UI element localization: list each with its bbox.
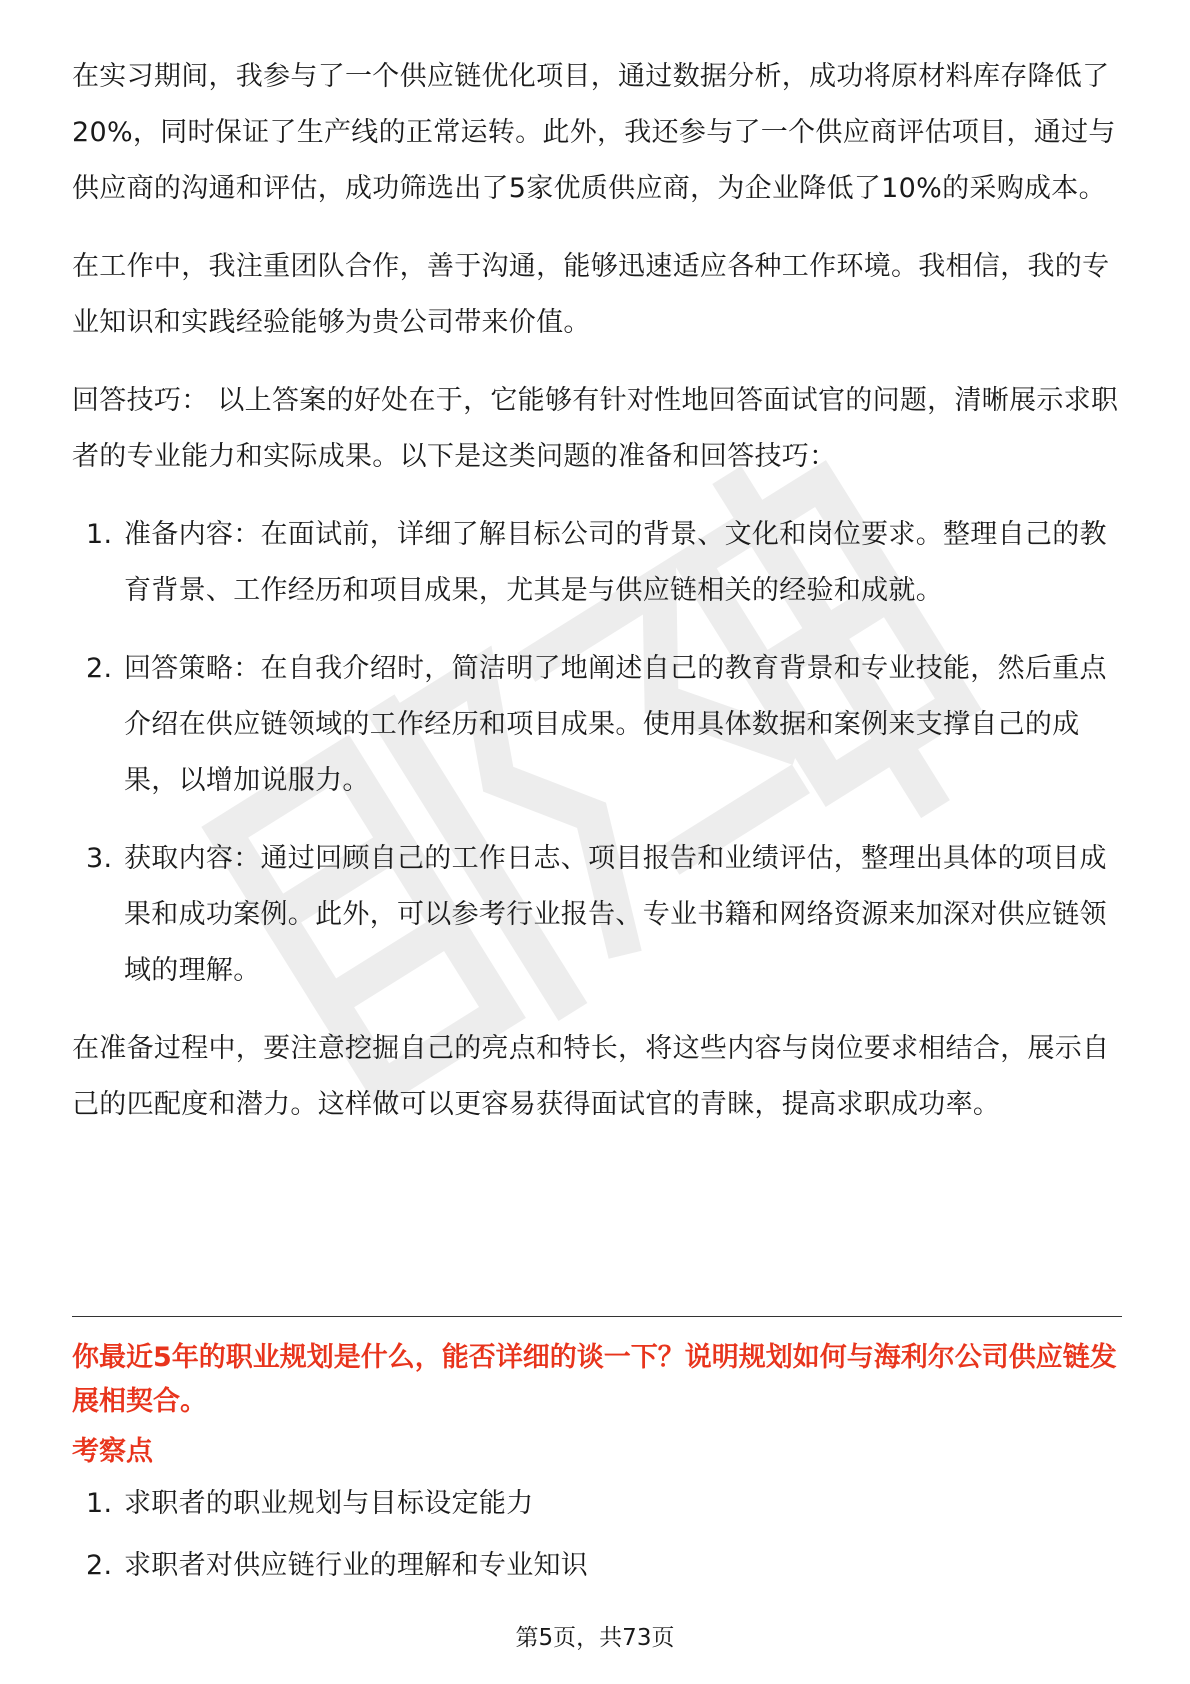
page-number-footer: 第5页，共73页 <box>515 1625 675 1651</box>
section-divider <box>72 1316 1122 1317</box>
interview-question: 你最近5年的职业规划是什么，能否详细的谈一下？说明规划如何与海利尔公司供应链发展相契合。 <box>72 1342 1117 1417</box>
list-item: 2. 求职者对供应链行业的理解和专业知识 <box>86 1550 589 1581</box>
list-item: 1. 求职者的职业规划与目标设定能力 <box>86 1488 534 1519</box>
document-body <box>72 0 1122 1133</box>
list-item-text: 获取内容：通过回顾自己的工作日志、项目报告和业绩评估，整理出具体的项目成果和成功案例。此外，可以参考行业报告、专业书籍和网络资源来加深对供应链领域的理解。 <box>124 843 1107 986</box>
paragraph-answer-tips: 回答技巧： 以上答案的好处在于，它能够有针对性地回答面试官的问题，清晰展示求职者的专业能力和实际成果。以下是这类问题的准备和回答技巧： <box>72 385 1119 472</box>
list-item-text: 回答策略：在自我介绍时，简洁明了地阐述自己的教育背景和专业技能，然后重点介绍在供应链领域的工作经历和项目成果。使用具体数据和案例来支撑自己的成果，以增加说服力。 <box>124 653 1107 796</box>
paragraph-teamwork: 在工作中，我注重团队合作，善于沟通，能够迅速适应各种工作环境。我相信，我的专业知识和实践经验能够为贵公司带来价值。 <box>72 251 1110 338</box>
list-item: 2. 回答策略：在自我介绍时，简洁明了地阐述自己的教育背景和专业技能，然后重点介绍在供应链领域的工作经历和项目成果。使用具体数据和案例来支撑自己的成果，以增加说服力。 <box>86 653 1107 796</box>
list-item: 1. 准备内容：在面试前，详细了解目标公司的背景、文化和岗位要求。整理自己的教育背景、工作经历和项目成果，尤其是与供应链相关的经验和成就。 <box>86 519 1107 606</box>
assessment-points-list <box>72 1476 1122 1594</box>
section-label-assessment: 考察点 <box>72 1436 153 1467</box>
list-item-text: 准备内容：在面试前，详细了解目标公司的背景、文化和岗位要求。整理自己的教育背景、工作经历和项目成果，尤其是与供应链相关的经验和成就。 <box>124 519 1107 606</box>
paragraph-internship: 在实习期间，我参与了一个供应链优化项目，通过数据分析，成功将原材料库存降低了20%，同时保证了生产线的正常运转。此外，我还参与了一个供应商评估项目，通过与供应商的沟通和评估，成功筛选出了5家优质供应商，为企业降低了10%的采购成本。 <box>72 61 1116 204</box>
list-item: 3. 获取内容：通过回顾自己的工作日志、项目报告和业绩评估，整理出具体的项目成果和成功案例。此外，可以参考行业报告、专业书籍和网络资源来加深对供应链领域的理解。 <box>86 843 1107 986</box>
paragraph-closing: 在准备过程中，要注意挖掘自己的亮点和特长，将这些内容与岗位要求相结合，展示自己的匹配度和潜力。这样做可以更容易获得面试官的青睐，提高求职成功率。 <box>72 1033 1110 1120</box>
tips-list <box>72 507 1122 999</box>
list-item-text: 求职者对供应链行业的理解和专业知识 <box>124 1550 589 1581</box>
list-item-text: 求职者的职业规划与目标设定能力 <box>124 1488 534 1519</box>
